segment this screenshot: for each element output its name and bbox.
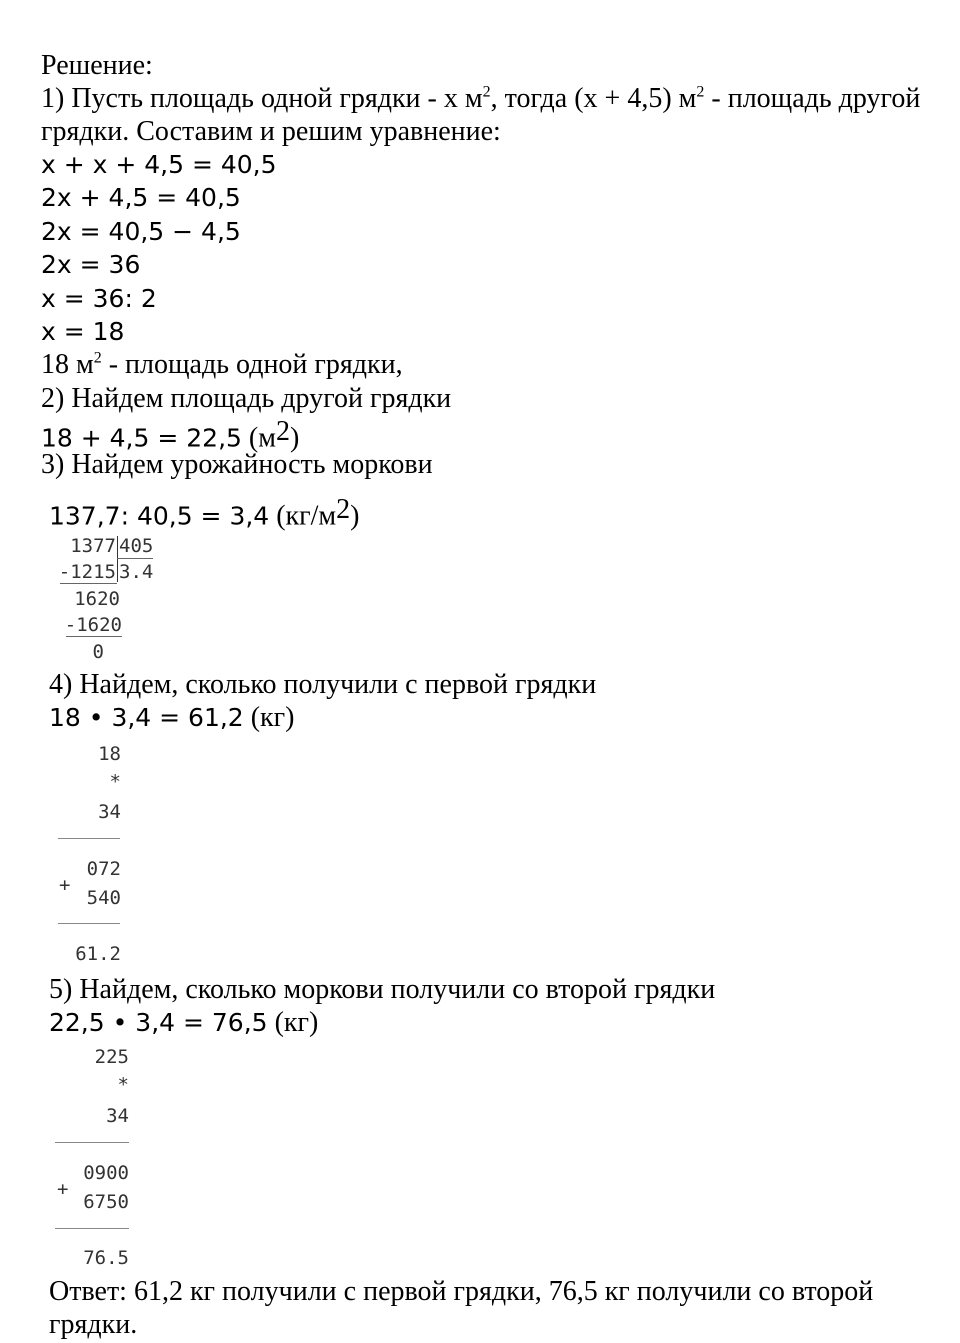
equation-9-math: 18 • 3,4 = 61,2 [49, 703, 244, 732]
mult-1-factor-a: 18 [98, 743, 121, 765]
equation-4: 2x = 36 [41, 250, 141, 279]
mult-2-plus: + [57, 1178, 69, 1200]
step-2: 2) Найдем площадь другой грядки [41, 383, 452, 414]
equation-8-unit: (кг/м [269, 500, 337, 532]
equation-9-unit: (кг) [243, 702, 295, 733]
superscript: 2 [93, 349, 102, 367]
step-1-text-b: , тогда (х + 4,5) м [490, 83, 697, 114]
step-1-text-a: 1) Пусть площадь одной грядки - х м [41, 83, 483, 114]
mult-2-partial-2: 6750 [83, 1191, 129, 1213]
division-remainder-2: 0 [92, 641, 104, 663]
mult-1-factor-b: 34 [98, 801, 121, 823]
step-3: 3) Найдем урожайность моркови [41, 449, 433, 480]
division-subtract-1: -1215 [58, 561, 116, 583]
result-1 [41, 349, 403, 381]
mult-2-partial-1: 0900 [83, 1162, 129, 1184]
answer-line-1: Ответ: 61,2 кг получили с первой грядки, 76,5 кг получили со второй [49, 1276, 874, 1307]
step-1-intro-cont: грядки. Составим и решим уравнение: [41, 116, 501, 147]
step-1-intro [41, 83, 920, 115]
mult-1-result: 61.2 [75, 943, 121, 965]
mult-1-line-2 [58, 923, 120, 924]
mult-1-partial-1: 072 [86, 858, 121, 880]
equation-1: x + x + 4,5 = 40,5 [41, 150, 277, 179]
equation-10-math: 22,5 • 3,4 = 76,5 [49, 1008, 268, 1037]
equation-8 [49, 494, 359, 532]
mult-1-plus: + [59, 874, 71, 896]
equation-9 [49, 702, 294, 734]
equation-10 [49, 1007, 318, 1039]
mult-1-operator: * [109, 771, 121, 793]
long-division [50, 534, 160, 666]
mult-1-partial-2: 540 [86, 887, 121, 909]
superscript: 2 [275, 416, 290, 447]
superscript: 2 [696, 83, 705, 101]
division-vertical-bar [117, 536, 118, 582]
step-4: 4) Найдем, сколько получили с первой грядки [49, 669, 597, 700]
mult-1-line-1 [58, 838, 120, 839]
equation-8-math: 137,7: 40,5 = 3,4 [49, 501, 270, 531]
mult-2-line-2 [55, 1228, 129, 1229]
division-subtract-2: -1620 [64, 614, 122, 636]
division-underline-1 [60, 583, 117, 584]
equation-5: x = 36: 2 [41, 284, 157, 313]
superscript: 2 [482, 83, 491, 101]
equation-10-unit: (кг) [267, 1007, 319, 1038]
equation-7-math: 18 + 4,5 = 22,5 [41, 423, 242, 453]
answer-line-2: грядки. [49, 1309, 138, 1340]
step-1-text-c: - площадь другой [704, 83, 921, 114]
mult-2-factor-b: 34 [106, 1105, 129, 1127]
mult-2-operator: * [117, 1074, 129, 1096]
equation-2: 2x + 4,5 = 40,5 [41, 183, 241, 212]
division-divisor: 405 [119, 535, 154, 557]
division-divisor-underline [117, 558, 153, 559]
division-dividend: 1377 [70, 535, 116, 557]
mult-2-factor-a: 225 [94, 1046, 129, 1068]
result-1-text-b: - площадь одной грядки, [101, 349, 403, 380]
mult-2-result: 76.5 [83, 1247, 129, 1269]
equation-3: 2x = 40,5 − 4,5 [41, 217, 241, 246]
equation-7-unit: (м [241, 422, 276, 454]
division-underline-2 [66, 636, 122, 637]
equation-8-unit-close: ) [350, 500, 360, 532]
equation-6: x = 18 [41, 317, 125, 346]
mult-2-line-1 [55, 1142, 129, 1143]
multiplication-1 [55, 742, 135, 972]
division-remainder-1: 1620 [74, 588, 120, 610]
step-5: 5) Найдем, сколько моркови получили со второй грядки [49, 974, 716, 1005]
superscript: 2 [336, 494, 351, 525]
multiplication-2 [55, 1045, 145, 1275]
division-quotient: 3.4 [119, 561, 154, 583]
heading: Решение: [41, 50, 153, 81]
result-1-text-a: 18 м [41, 349, 94, 380]
equation-7-unit-close: ) [289, 422, 300, 454]
